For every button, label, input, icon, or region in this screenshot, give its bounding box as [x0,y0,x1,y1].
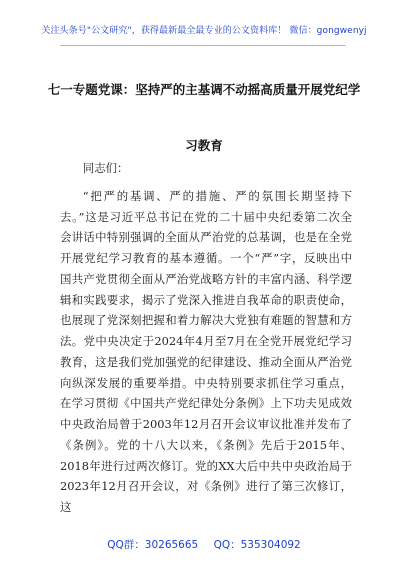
body-line: 2023年12月召开会议，对《条例》进行了第三次修订，这 [60,479,352,514]
salutation: 同志们： [82,161,129,175]
body-line: 去。”这是习近平总书记在党的二十届中央纪委第二次全 [60,209,352,224]
body-line: 法。党中央决定于2024年4月至7月在全党开展党纪学习 [60,334,352,348]
document-title-line-1: 七一专题党课：坚持严的主基调不动摇高质量开展党纪学 [47,82,361,97]
body-line: 《条例》。党的十八大以来，《条例》先后于2015年、 [60,437,352,452]
body-line: 在学习贯彻《中国共产党纪律处分条例》上下功夫见成效 [60,396,352,411]
paragraph-gap [60,179,352,186]
body-line: 也展现了党深刻把握和着力解决大党独有难题的智慧和方 [60,313,352,328]
header-note: 关注头条号"公文研究"，获得最新最全最专业的公文资料库！ 微信：gongwenyj [41,26,367,36]
body-line: 会讲话中特别强调的全面从严治党的总基调，也是在全党 [60,230,352,245]
body-line: 国共产党贯彻全面从严治党战略方针的丰富内涵、科学逻 [60,271,352,286]
footer-contact [0,537,408,552]
body-line: 开展党纪学习教育的基本遵循。一个“严”字，反映出中 [60,251,352,265]
document-title-line-2: 习教育 [185,138,223,153]
document-body [60,158,352,518]
body-line: 辑和实践要求，揭示了党深入推进自我革命的职责使命， [60,292,352,307]
body-line: 中央政治局曾于2003年12月召开会议审议批准并发布了 [60,417,352,431]
body-line: 教育，这是我们党加强党的纪律建设、推动全面从严治党 [60,354,352,369]
footer-qq: QQ：535304092 [213,539,301,551]
footer-qq-group: QQ群：30265665 [107,539,199,551]
body-line: 向纵深发展的重要举措。中央特别要求抓住学习重点， [60,375,352,390]
header-divider [60,45,346,46]
body-line: “把严的基调、严的措施、严的氛围长期坚持下 [82,188,352,203]
body-line: 2018年进行过两次修订。党的XX大后中共中央政治局于 [60,458,352,473]
